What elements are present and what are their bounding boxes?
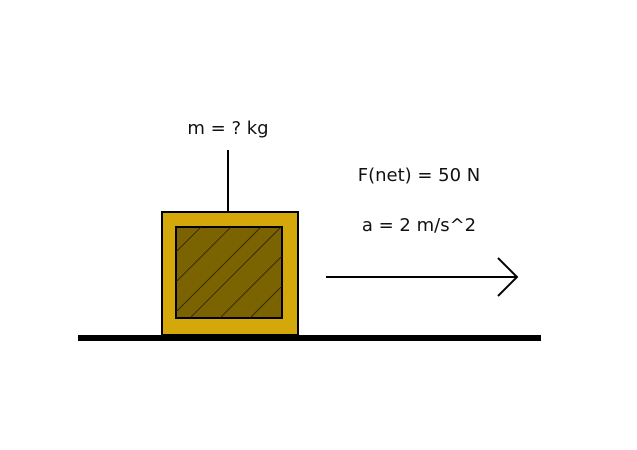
acceleration-label: a = 2 m/s^2	[361, 215, 477, 236]
force-arrow	[326, 258, 517, 296]
block-inner	[176, 226, 282, 318]
force-label: F(net) = 50 N	[357, 165, 481, 186]
mass-label: m = ? kg	[187, 118, 269, 139]
